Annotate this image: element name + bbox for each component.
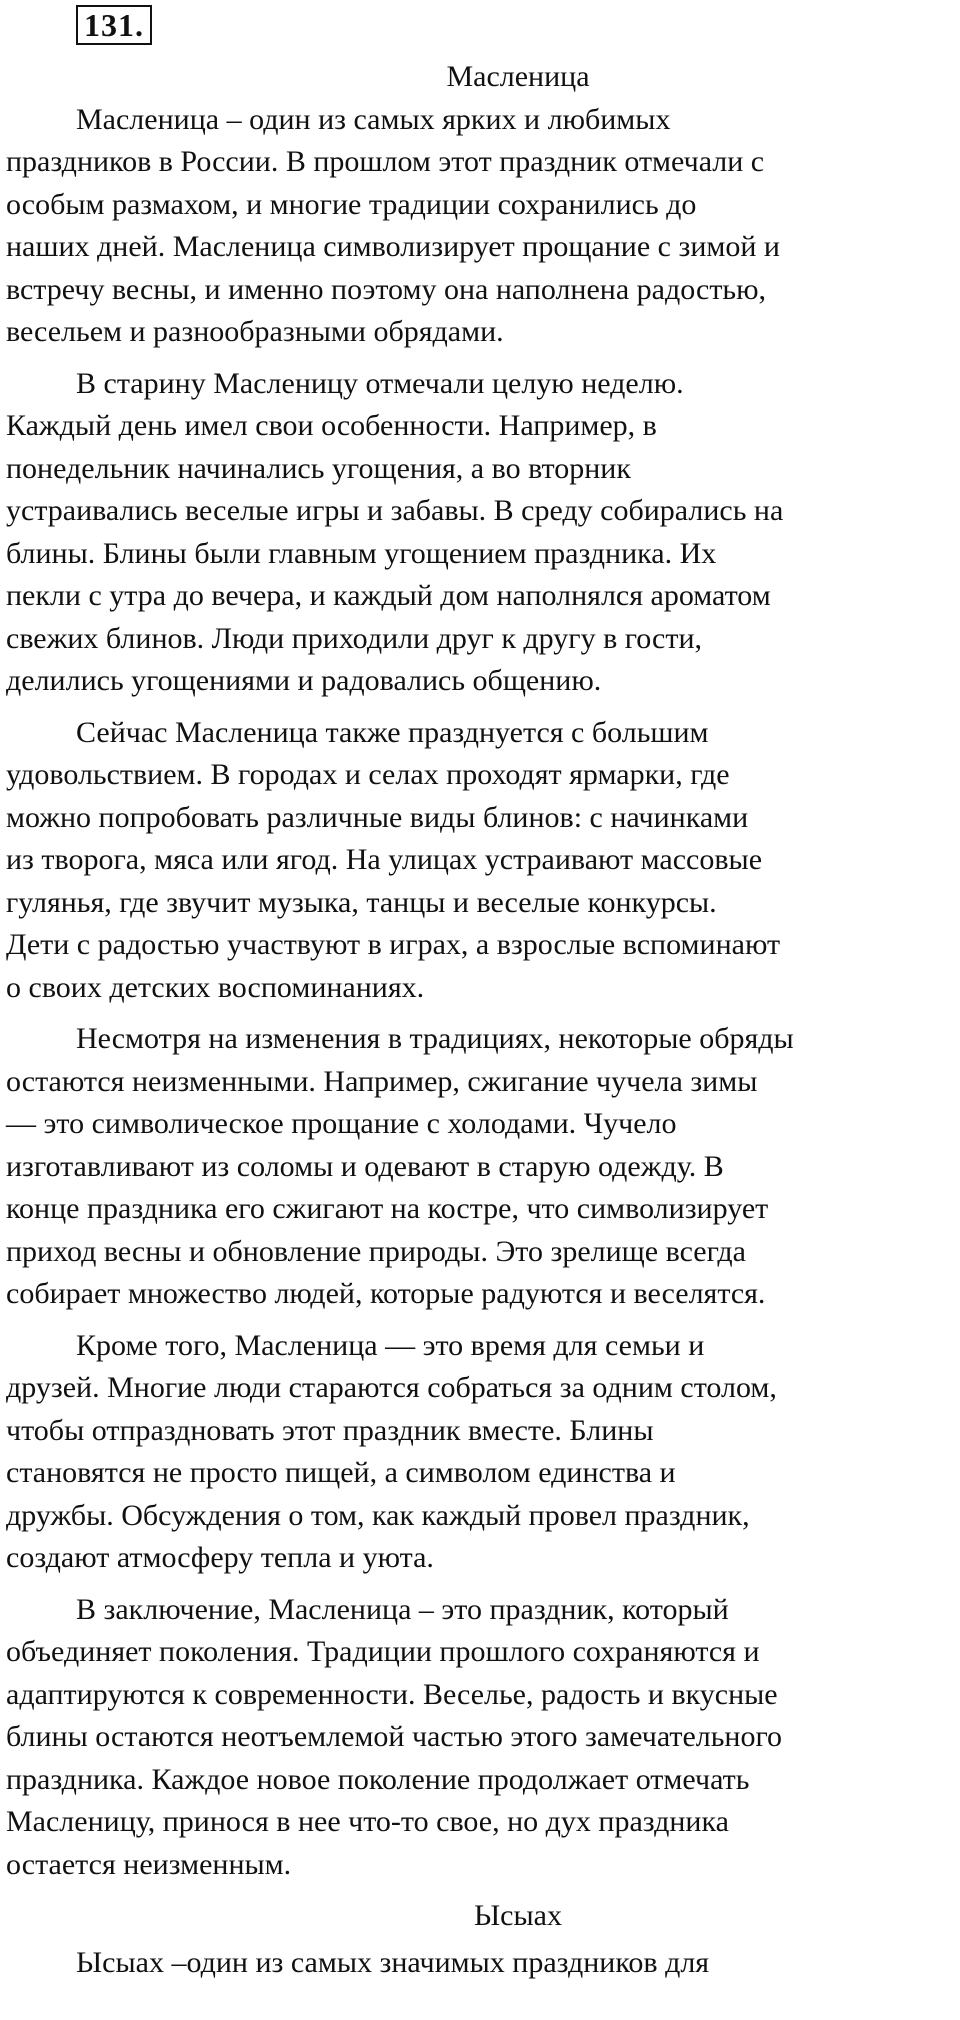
document-content [6, 56, 960, 1993]
section-title-ysyakh: Ысыах [474, 1899, 562, 1932]
paragraph: Ысыах –один из самых значимых праздников для [76, 1945, 710, 1979]
section-title-maslenitsa: Масленица [446, 60, 590, 93]
paragraph: Кроме того, Масленица — это время для семьи и друзей. Многие люди стараются собраться за одним столом, чтобы отпраздновать этот праздник вместе. Блины становятся не просто пищей, а символом единства и дружбы. Обсуждения о том, как каждый провел праздник, создают атмосферу тепла и уюта. [6, 1328, 777, 1574]
exercise-number-badge: 131. [76, 5, 152, 45]
paragraph: В старину Масленицу отмечали целую неделю. Каждый день имел свои особенности. Например, в понедельник начинались угощения, а во вторник устраивались веселые игры и забавы. В среду собирались на блины. Блины были главным угощением праздника. Их пекли с утра до вечера, и каждый дом наполнялся ароматом свежих блинов. Люди приходили друг к другу в гости, делились угощениями и радовались общению. [6, 366, 784, 697]
paragraph: В заключение, Масленица – это праздник, который объединяет поколения. Традиции прошлого сохраняются и адаптируются к современности. Веселье, радость и вкусные блины остаются неотъемлемой частью этого замечательного праздника. Каждое новое поколение продолжает отмечать Масленицу, принося в нее что-то свое, но дух праздника остается неизменным. [6, 1592, 783, 1881]
paragraph: Несмотря на изменения в традициях, некоторые обряды остаются неизменными. Например, сжигание чучела зимы — это символическое прощание с холодами. Чучело изготавливают из соломы и одевают в старую одежду. В конце праздника его сжигают на костре, что символизирует приход весны и обновление природы. Это зрелище всегда собирает множество людей, которые радуются и веселятся. [6, 1022, 794, 1310]
paragraph: Масленица – один из самых ярких и любимых праздников в России. В прошлом этот праздник отмечали с особым размахом, и многие традиции сохранились до наших дней. Масленица символизирует прощание с зимой и встречу весны, и именно поэтому она наполнена радостью, весельем и разнообразными обрядами. [6, 102, 780, 348]
paragraph: Сейчас Масленица также празднуется с большим удовольствием. В городах и селах проходят ярмарки, где можно попробовать различные виды блинов: с начинками из творога, мяса или ягод. На улицах устраивают массовые гулянья, где звучит музыка, танцы и веселые конкурсы. Дети с радостью участвуют в играх, а взрослые вспоминают о своих детских воспоминаниях. [6, 715, 781, 1004]
